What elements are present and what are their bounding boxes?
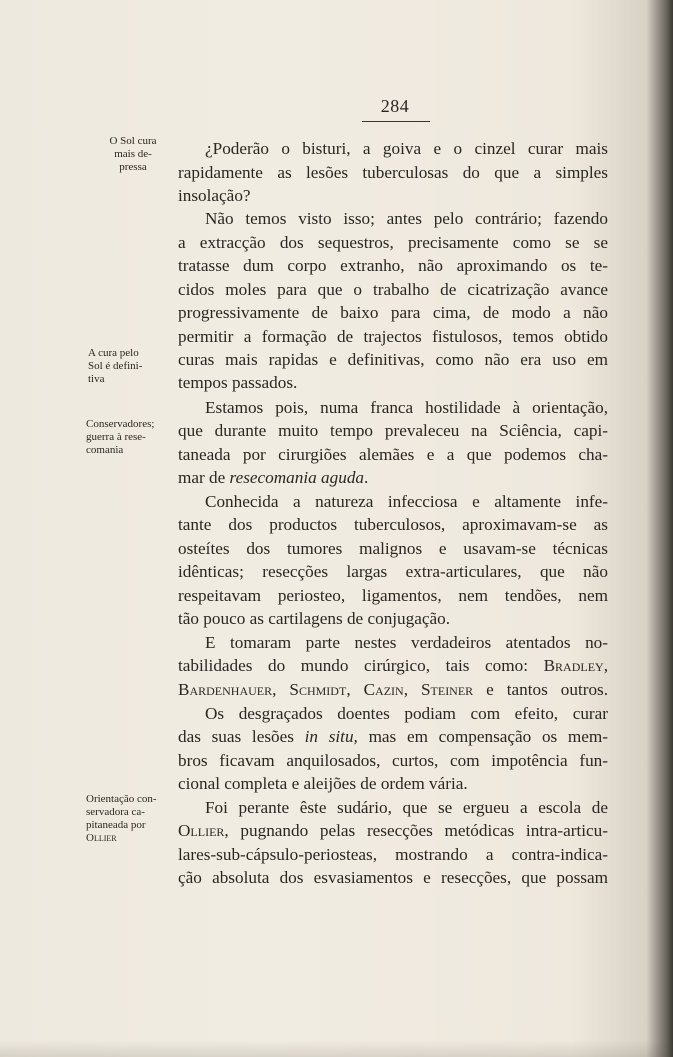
- body-line: idênticas; resecções largas extra-articulares, que não: [178, 562, 608, 581]
- body-line: permitir a formação de trajectos fistulosos, temos obtido: [178, 327, 608, 346]
- sidenote-line: Orientação con-: [86, 793, 157, 805]
- body-text: das suas lesões: [178, 727, 305, 746]
- body-line: ¿Poderão o bisturi, a goiva e o cinzel curar mais: [205, 139, 608, 158]
- body-line: cidos moles para que o trabalho de cicatrização avance: [178, 280, 608, 299]
- body-line: tão pouco as cartilagens de conjugação.: [178, 609, 451, 628]
- sidenote-line: pitaneada por: [86, 819, 146, 831]
- body-text: .: [364, 468, 369, 487]
- body-line: insolação?: [178, 186, 251, 205]
- sidenote-conservadores: Conservadores; guerra à rese- comania: [86, 418, 155, 456]
- author-name: Cazin: [363, 680, 404, 699]
- author-name: Ollier: [178, 821, 225, 840]
- author-name: Bardenhauer: [178, 680, 273, 699]
- body-line: taneada por cirurgiões alemães e a que podemos cha-: [178, 445, 608, 464]
- body-line: osteítes dos tumores malignos e usavam-se técnicas: [178, 539, 608, 558]
- sidenote-sol-cura: O Sol cura mais de- pressa: [109, 135, 157, 173]
- sidenote-line: servadora ca-: [86, 806, 145, 818]
- body-line: E tomaram parte nestes verdadeiros atentados no-: [205, 633, 608, 652]
- author-name: Schmidt: [289, 680, 347, 699]
- page-number: 284: [380, 96, 410, 116]
- body-line: tratasse dum corpo extranho, não aproximando os te-: [178, 256, 608, 275]
- body-line: Não temos visto isso; antes pelo contrário; fazendo: [205, 209, 608, 228]
- sidenote-orientacao: [86, 793, 178, 845]
- body-text: mar de: [178, 468, 230, 487]
- body-text: e tantos outros.: [473, 680, 609, 699]
- body-line: a extracção dos sequestros, precisamente como se se: [178, 233, 608, 252]
- body-line: Conhecida a natureza infecciosa e altamente infe-: [205, 492, 608, 511]
- italic-term: in situ,: [304, 727, 358, 746]
- sidenote-ollier: Ollier: [86, 832, 117, 844]
- body-line: que durante muito tempo prevaleceu na Sciência, capi-: [178, 421, 608, 440]
- body-line: [178, 654, 608, 677]
- sidenote-cura-definitiva: A cura pelo Sol é defini- tiva: [88, 347, 143, 385]
- body-text: , pugnando pelas resecções metódicas intra-articu-: [224, 821, 608, 840]
- body-line: ção absoluta dos esvasiamentos e resecções, que possam: [178, 868, 608, 887]
- body-text: tabilidades do mundo cirúrgico, tais como:: [178, 656, 528, 675]
- italic-term: resecomania aguda: [229, 468, 364, 487]
- body-line: progressivamente de baixo para cima, de modo a não: [178, 303, 608, 322]
- body-line: curas mais rapidas e definitivas, como não era uso em: [178, 350, 608, 369]
- page-number-rule: [362, 121, 430, 122]
- body-line: tante dos productos tuberculosos, aproximavam-se as: [178, 515, 608, 534]
- body-line: cional completa e aleijões de ordem vária.: [178, 774, 468, 793]
- separator: ,: [403, 680, 421, 699]
- body-line: respeitavam periosteo, ligamentos, nem tendões, nem: [178, 586, 608, 605]
- page-shadow: [0, 1040, 673, 1057]
- author-name: Bradley: [543, 656, 604, 675]
- body-line: [178, 819, 608, 842]
- body-text: mas em compensação os mem-: [357, 727, 609, 746]
- body-line: tempos passados.: [178, 373, 298, 392]
- separator: ,: [272, 680, 290, 699]
- body-line: Foi perante êste sudário, que se ergueu a escola de: [205, 798, 608, 817]
- body-line: rapidamente as lesões tuberculosas do que a simples: [178, 163, 608, 182]
- body-line: [178, 678, 608, 701]
- body-line: Os desgraçados doentes podiam com efeito, curar: [205, 704, 608, 723]
- body-line: bros ficavam anquilosados, curtos, com impotência fun-: [178, 751, 608, 770]
- author-name: Steiner: [420, 680, 474, 699]
- separator: ,: [603, 656, 608, 675]
- body-line: [178, 725, 608, 748]
- body-line: lares-sub-cápsulo-periosteas, mostrando a contra-indica-: [178, 845, 608, 864]
- body-line: Estamos pois, numa franca hostilidade à orientação,: [205, 398, 608, 417]
- body-line: [178, 466, 608, 489]
- separator: ,: [346, 680, 364, 699]
